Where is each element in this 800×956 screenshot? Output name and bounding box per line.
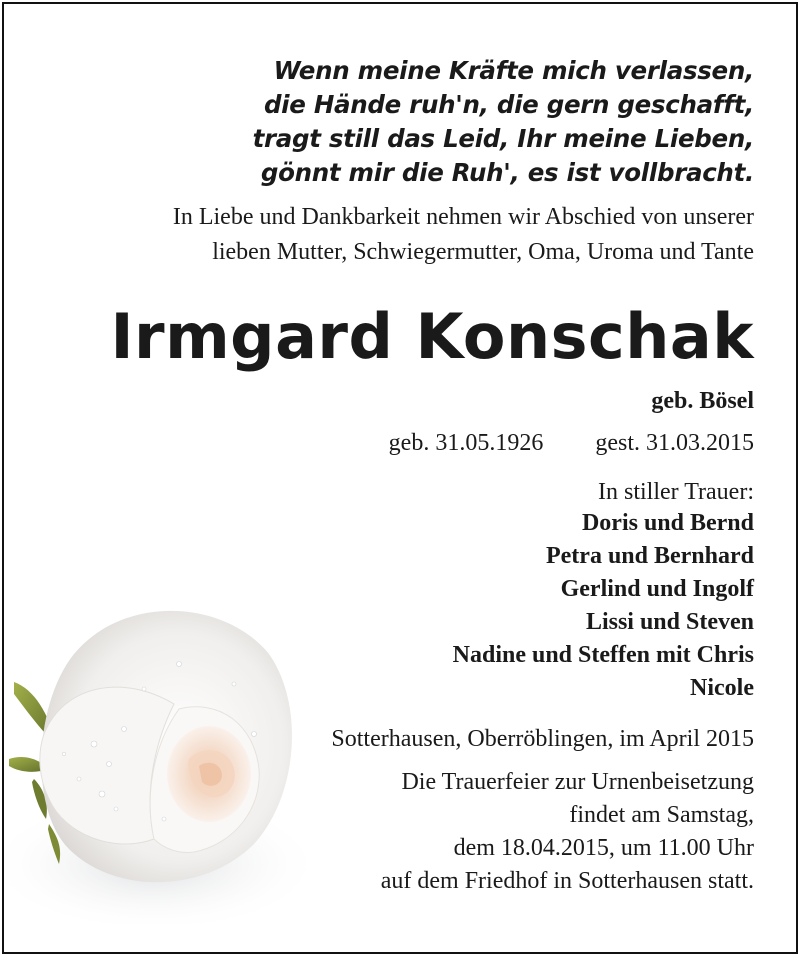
ceremony-line: dem 18.04.2015, um 11.00 Uhr — [453, 835, 754, 861]
mourner-name: Nicole — [690, 675, 754, 701]
deceased-name: Irmgard Konschak — [110, 300, 754, 373]
intro-line: In Liebe und Dankbarkeit nehmen wir Abschied von unserer — [172, 204, 754, 230]
white-rose-image — [4, 594, 314, 924]
mourners-list — [453, 507, 754, 705]
poem-line: tragt still das Leid, Ihr meine Lieben, — [252, 124, 754, 153]
intro-line: lieben Mutter, Schwiegermutter, Oma, Uroma und Tante — [212, 239, 754, 265]
intro-text — [173, 200, 754, 270]
place-and-date: Sotterhausen, Oberröblingen, im April 2015 — [331, 726, 754, 752]
mourner-name: Nadine und Steffen mit Chris — [452, 642, 754, 668]
maiden-name: geb. Bösel — [651, 388, 754, 414]
mourner-name: Petra und Bernhard — [545, 543, 754, 569]
poem-line: die Hände ruh'n, die gern geschafft, — [263, 90, 754, 119]
ceremony-line: auf dem Friedhof in Sotterhausen statt. — [380, 868, 754, 894]
birth-date: geb. 31.05.1926 — [388, 430, 544, 456]
poem — [253, 54, 754, 190]
obituary-notice — [2, 2, 798, 954]
ceremony-line: findet am Samstag, — [569, 802, 754, 828]
ceremony-info — [381, 766, 754, 898]
poem-line: Wenn meine Kräfte mich verlassen, — [273, 56, 754, 85]
mourning-label: In stiller Trauer: — [598, 479, 754, 505]
death-date: gest. 31.03.2015 — [595, 430, 754, 456]
mourner-name: Doris und Bernd — [581, 510, 754, 536]
mourner-name: Gerlind und Ingolf — [560, 576, 754, 602]
ceremony-line: Die Trauerfeier zur Urnenbeisetzung — [401, 769, 754, 795]
mourner-name: Lissi und Steven — [585, 609, 754, 635]
poem-line: gönnt mir die Ruh', es ist vollbracht. — [260, 158, 754, 187]
life-dates — [389, 426, 754, 460]
